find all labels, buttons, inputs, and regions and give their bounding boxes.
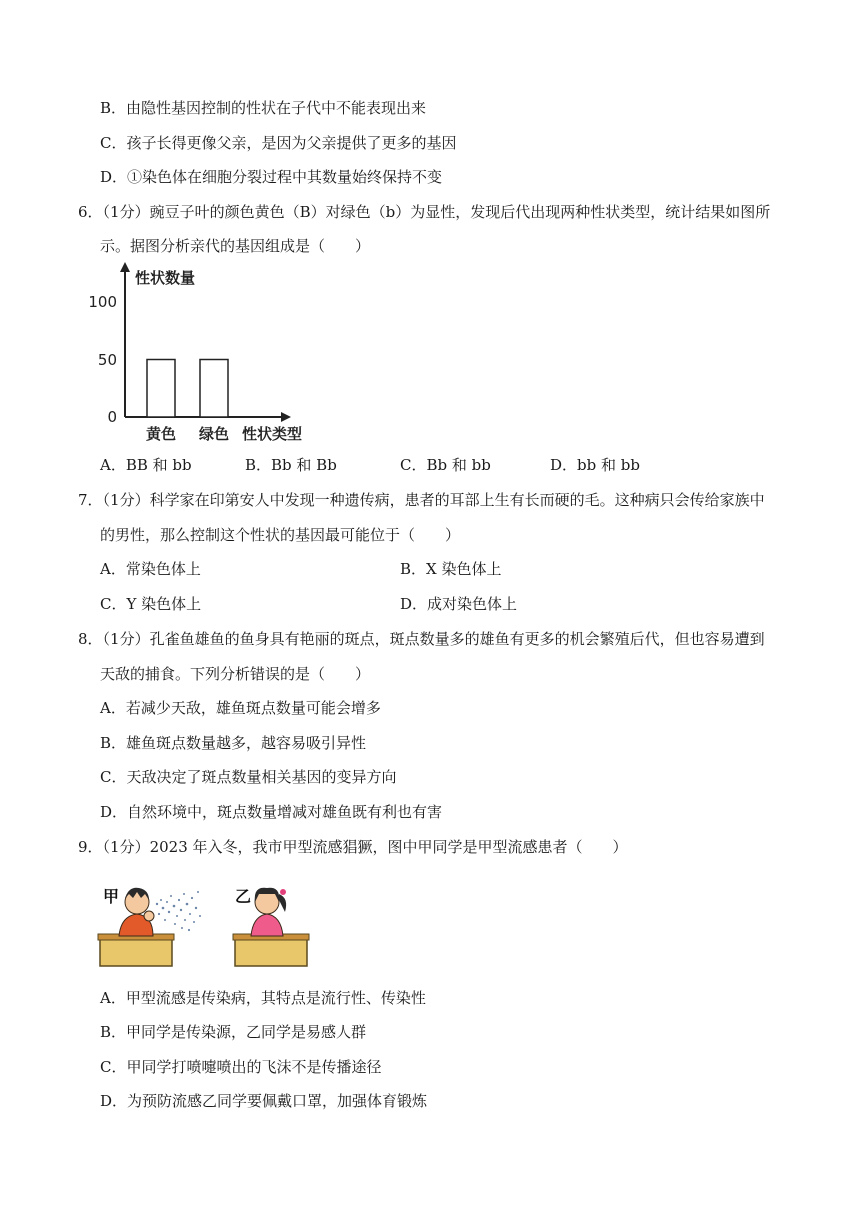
category-yellow: 黄色 xyxy=(145,425,177,443)
q7-option-c: C．Y 染色体上 xyxy=(100,595,202,613)
sneeze-droplets xyxy=(156,891,201,931)
y-axis-arrow xyxy=(120,262,130,272)
x-axis-arrow xyxy=(281,412,291,422)
q6-option-d: D．bb 和 bb xyxy=(550,456,640,474)
desk-jia xyxy=(100,938,172,966)
bar-yellow xyxy=(147,360,175,418)
q8-stem-line2: 天敌的捕食。下列分析错误的是（ ） xyxy=(100,665,371,683)
q7-option-a: A．常染色体上 xyxy=(100,560,201,578)
q5-option-c: C．孩子长得更像父亲，是因为父亲提供了更多的基因 xyxy=(100,134,457,152)
desk-yi xyxy=(235,938,307,966)
y-tick-50: 50 xyxy=(97,351,117,369)
q9-option-b: B．甲同学是传染源，乙同学是易感人群 xyxy=(100,1023,367,1041)
q9-option-a: A．甲型流感是传染病，其特点是流行性、传染性 xyxy=(100,989,426,1007)
y-tick-0: 0 xyxy=(107,408,117,426)
bar-green xyxy=(200,360,228,418)
q6-option-c: C．Bb 和 bb xyxy=(400,456,491,474)
q8-stem-line1: 8．（1分）孔雀鱼雄鱼的鱼身具有艳丽的斑点，斑点数量多的雄鱼有更多的机会繁殖后代，但也容易遭到 xyxy=(78,630,765,648)
trait-bar-chart xyxy=(88,262,335,452)
y-tick-100: 100 xyxy=(88,293,117,311)
category-green: 绿色 xyxy=(198,425,230,443)
q5-option-d: D．①染色体在细胞分裂过程中其数量始终保持不变 xyxy=(100,168,443,186)
q9-stem: 9．（1分）2023 年入冬，我市甲型流感猖獗，图中甲同学是甲型流感患者（ ） xyxy=(78,838,628,856)
x-axis-label: 性状类型 xyxy=(242,425,303,443)
q5-option-b: B．由隐性基因控制的性状在子代中不能表现出来 xyxy=(100,99,427,117)
y-axis-label: 性状数量 xyxy=(135,269,196,287)
q7-stem-line1: 7．（1分）科学家在印第安人中发现一种遗传病，患者的耳部上生有长而硬的毛。这种病只会传给家族中 xyxy=(78,491,765,509)
q6-option-b: B．Bb 和 Bb xyxy=(245,456,337,474)
body-yi xyxy=(251,914,283,936)
q8-option-d: D．自然环境中，斑点数量增减对雄鱼既有利也有害 xyxy=(100,803,443,821)
q6-stem-line2: 示。据图分析亲代的基因组成是（ ） xyxy=(100,237,371,255)
q6-option-a: A．BB 和 bb xyxy=(100,456,192,474)
q8-option-b: B．雄鱼斑点数量越多，越容易吸引异性 xyxy=(100,734,367,752)
q9-option-d: D．为预防流感乙同学要佩戴口罩，加强体育锻炼 xyxy=(100,1092,428,1110)
flu-illustration xyxy=(95,880,325,972)
label-jia: 甲 xyxy=(103,887,120,906)
label-yi: 乙 xyxy=(235,887,252,906)
q7-option-d: D．成对染色体上 xyxy=(400,595,518,613)
q9-option-c: C．甲同学打喷嚏喷出的飞沫不是传播途径 xyxy=(100,1058,382,1076)
q7-stem-line2: 的男性，那么控制这个性状的基因最可能位于（ ） xyxy=(100,526,461,544)
q8-option-c: C．天敌决定了斑点数量相关基因的变异方向 xyxy=(100,768,397,786)
q7-option-b: B．X 染色体上 xyxy=(400,560,502,578)
q8-option-a: A．若减少天敌，雄鱼斑点数量可能会增多 xyxy=(100,699,381,717)
q6-stem-line1: 6．（1分）豌豆子叶的颜色黄色（B）对绿色（b）为显性，发现后代出现两种性状类型，统计结果如图所 xyxy=(78,203,771,221)
